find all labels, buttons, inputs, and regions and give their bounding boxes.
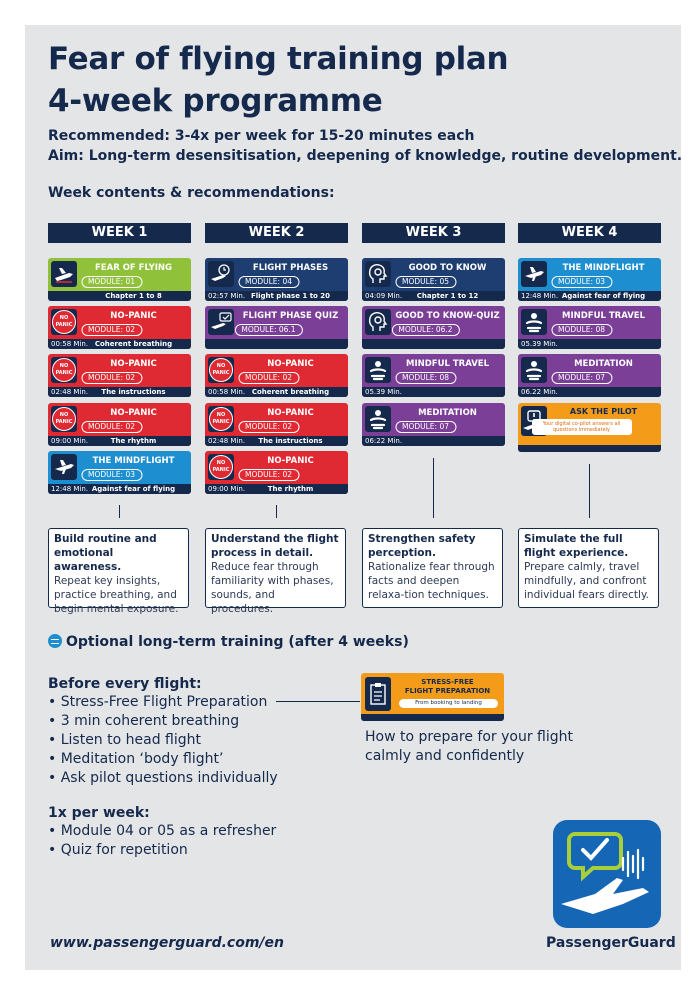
list-item: • 3 min coherent breathing: [48, 712, 278, 731]
prep-card[interactable]: [361, 673, 504, 721]
before-flight-heading: Before every flight:: [48, 676, 202, 692]
optional-heading: Optional long-term training (after 4 weeks): [66, 634, 409, 650]
module-footer: [48, 436, 191, 446]
head-gear-icon: [365, 261, 391, 287]
module-badge: MODULE: 02: [238, 372, 299, 384]
module-badge: MODULE: 02: [238, 421, 299, 433]
week-header[interactable]: WEEK 2: [205, 223, 348, 243]
module-card[interactable]: [518, 258, 661, 301]
module-card[interactable]: [205, 258, 348, 301]
clipboard-icon: [365, 677, 391, 711]
prep-title-1: STRESS-FREE: [421, 678, 474, 686]
module-footer: [48, 484, 191, 494]
module-description: The instructions: [258, 437, 323, 445]
module-title: NO-PANIC: [267, 456, 314, 466]
app-logo-icon: [553, 820, 661, 928]
summary-body: Repeat key insights, practice breathing, and begin mental exposure.: [54, 575, 179, 615]
module-card[interactable]: [518, 403, 661, 452]
week-header[interactable]: WEEK 3: [362, 223, 505, 243]
prep-caption: How to prepare for your flight calmly and confidently: [365, 729, 574, 764]
recommended-text: Recommended: 3-4x per week for 15-20 minutes each: [48, 128, 475, 144]
module-badge: MODULE: 02: [81, 421, 142, 433]
meditation-icon: [521, 357, 547, 383]
plane-takeoff-icon: [51, 261, 77, 287]
plane-icon: [51, 454, 77, 480]
duration-label: 00:58 Min.: [51, 340, 89, 348]
list-item: • Ask pilot questions individually: [48, 769, 278, 788]
module-description: Coherent breathing: [94, 340, 173, 348]
summary-title: Simulate the full flight experience.: [524, 533, 629, 559]
module-description: Against fear of flying: [91, 485, 176, 493]
module-footer: [205, 339, 348, 349]
module-description: Coherent breathing: [251, 388, 330, 396]
no-panic-icon: NO PANIC: [51, 357, 77, 383]
module-footer: [205, 436, 348, 446]
module-card[interactable]: [48, 306, 191, 349]
week-summary-box: [48, 528, 189, 615]
week-contents-heading: Week contents & recommendations:: [48, 185, 335, 201]
module-badge: MODULE: 07: [551, 372, 612, 384]
module-footer: [518, 387, 661, 397]
list-item: • Listen to head flight: [48, 731, 278, 750]
summary-body: Rationalize fear through facts and deepen relaxa-tion techniques.: [368, 561, 495, 601]
module-footer: [205, 387, 348, 397]
module-title: NO-PANIC: [110, 311, 157, 321]
before-flight-list: [48, 693, 278, 788]
module-footer: [48, 339, 191, 349]
module-card[interactable]: [48, 403, 191, 446]
week-summary-box: [205, 528, 346, 615]
module-footer: [48, 387, 191, 397]
module-card[interactable]: [518, 354, 661, 397]
module-footer: [362, 339, 505, 349]
meditation-icon: [365, 406, 391, 432]
module-description: Flight phase 1 to 20: [250, 292, 331, 300]
meditation-icon: [365, 357, 391, 383]
no-panic-icon: NO PANIC: [51, 406, 77, 432]
duration-label: 09:00 Min.: [208, 485, 246, 493]
module-title: NO-PANIC: [267, 359, 314, 369]
module-footer: [362, 387, 505, 397]
duration-label: 04:09 Min.: [365, 292, 403, 300]
module-badge: MODULE: 03: [81, 469, 142, 481]
module-description: The instructions: [101, 388, 166, 396]
module-title: NO-PANIC: [267, 408, 314, 418]
module-title: THE MINDFLIGHT: [92, 456, 175, 466]
summary-title: Understand the flight process in detail.: [211, 533, 339, 559]
summary-title: Strengthen safety perception.: [368, 533, 476, 559]
duration-label: 12:48 Min.: [521, 292, 559, 300]
weekly-heading: 1x per week:: [48, 805, 150, 821]
module-footer: [205, 484, 348, 494]
duration-label: 05.39 Min.: [365, 388, 402, 396]
module-badge: MODULE: 06.1: [234, 324, 302, 336]
module-title: MINDFUL TRAVEL: [405, 359, 490, 369]
module-footer: [518, 291, 661, 301]
list-item: • Stress-Free Flight Preparation: [48, 693, 278, 712]
duration-label: 00:58 Min.: [208, 388, 246, 396]
module-badge: MODULE: 05: [395, 276, 456, 288]
connector-line: [433, 458, 434, 518]
week-header[interactable]: WEEK 4: [518, 223, 661, 243]
list-item: • Meditation ‘body flight’: [48, 750, 278, 769]
prep-pill: From booking to landing: [399, 699, 498, 708]
no-panic-icon: NO PANIC: [51, 309, 77, 335]
module-footer: [518, 339, 661, 349]
plane-clock-icon: [208, 261, 234, 287]
module-card[interactable]: [205, 403, 348, 446]
duration-label: 02:48 Min.: [208, 437, 246, 445]
optional-icon: [48, 634, 62, 648]
list-item: • Quiz for repetition: [48, 841, 276, 860]
no-panic-icon: NO PANIC: [208, 454, 234, 480]
prep-title-2: FLIGHT PREPARATION: [404, 687, 491, 695]
week-summary-box: [518, 528, 659, 608]
duration-label: 06:22 Min.: [365, 437, 403, 445]
connector-line: [589, 464, 590, 518]
duration-label: 09:00 Min.: [51, 437, 89, 445]
module-title: FLIGHT PHASES: [252, 263, 329, 273]
module-badge: MODULE: 06.2: [391, 324, 459, 336]
module-description: The rhythm: [110, 437, 157, 445]
module-card[interactable]: [48, 451, 191, 494]
module-card[interactable]: [205, 354, 348, 397]
module-footer: [205, 291, 348, 301]
page-title: Fear of flying training plan 4-week programme: [48, 41, 509, 119]
duration-label: 06.22 Min.: [521, 388, 558, 396]
module-title: NO-PANIC: [110, 359, 157, 369]
website-link[interactable]: www.passengerguard.com/en: [50, 935, 285, 951]
module-footer: [362, 291, 505, 301]
module-footer: [518, 445, 661, 452]
module-title: MEDITATION: [574, 359, 633, 369]
module-title: FLIGHT PHASE QUIZ: [242, 311, 339, 321]
module-card[interactable]: [362, 403, 505, 446]
plane-quiz-icon: [208, 309, 234, 335]
module-title: FEAR OF FLYING: [95, 263, 172, 273]
no-panic-icon: NO PANIC: [208, 357, 234, 383]
week-summary-box: [362, 528, 503, 608]
module-card[interactable]: [205, 451, 348, 494]
module-title: THE MINDFLIGHT: [562, 263, 645, 273]
connector-line: [119, 505, 120, 518]
module-description: Against fear of flying: [561, 292, 646, 300]
module-badge: MODULE: 08: [551, 324, 612, 336]
duration-label: 02:48 Min.: [51, 388, 89, 396]
meditation-icon: [521, 309, 547, 335]
list-item: • Module 04 or 05 as a refresher: [48, 822, 276, 841]
module-title: ASK THE PILOT: [569, 407, 638, 416]
aim-text: Aim: Long-term desensitisation, deepening of knowledge, routine development.: [48, 148, 683, 164]
head-gear-icon: [365, 309, 391, 335]
module-badge: Your digital co-pilot answers all questions immediately: [532, 419, 632, 435]
module-card[interactable]: [205, 306, 348, 349]
module-badge: MODULE: 01: [81, 276, 142, 288]
prep-connector: [276, 701, 360, 702]
module-description: Chapter 1 to 12: [416, 292, 479, 300]
module-footer: [48, 291, 191, 301]
module-badge: MODULE: 02: [81, 372, 142, 384]
module-badge: MODULE: 02: [238, 469, 299, 481]
no-panic-icon: NO PANIC: [208, 406, 234, 432]
module-title: MEDITATION: [418, 408, 477, 418]
module-card[interactable]: [362, 354, 505, 397]
app-icon: [553, 820, 661, 928]
module-badge: MODULE: 04: [238, 276, 299, 288]
module-description: Chapter 1 to 8: [105, 292, 162, 300]
duration-label: 12:48 Min.: [51, 485, 89, 493]
module-badge: MODULE: 08: [395, 372, 456, 384]
module-title: GOOD TO KNOW-QUIZ: [395, 311, 500, 321]
module-card[interactable]: [518, 306, 661, 349]
duration-label: 05.39 Min.: [521, 340, 558, 348]
module-title: GOOD TO KNOW: [408, 263, 487, 273]
weekly-list: [48, 822, 276, 860]
module-badge: MODULE: 03: [551, 276, 612, 288]
summary-body: Reduce fear through familiarity with phases, sounds, and procedures.: [211, 561, 334, 615]
module-footer: [362, 436, 505, 446]
module-card[interactable]: [48, 354, 191, 397]
summary-title: Build routine and emotional awareness.: [54, 533, 157, 573]
summary-body: Prepare calmly, travel mindfully, and confront individual fears directly.: [524, 561, 650, 601]
module-card[interactable]: [362, 306, 505, 349]
module-card[interactable]: [48, 258, 191, 301]
module-title: MINDFUL TRAVEL: [561, 311, 646, 321]
module-description: The rhythm: [267, 485, 314, 493]
week-header[interactable]: WEEK 1: [48, 223, 191, 243]
connector-line: [276, 505, 277, 518]
module-badge: MODULE: 07: [395, 421, 456, 433]
module-title: NO-PANIC: [110, 408, 157, 418]
brand-name: PassengerGuard: [546, 935, 676, 951]
module-card[interactable]: [362, 258, 505, 301]
duration-label: 02:57 Min.: [208, 292, 246, 300]
module-badge: MODULE: 02: [81, 324, 142, 336]
plane-icon: [521, 261, 547, 287]
